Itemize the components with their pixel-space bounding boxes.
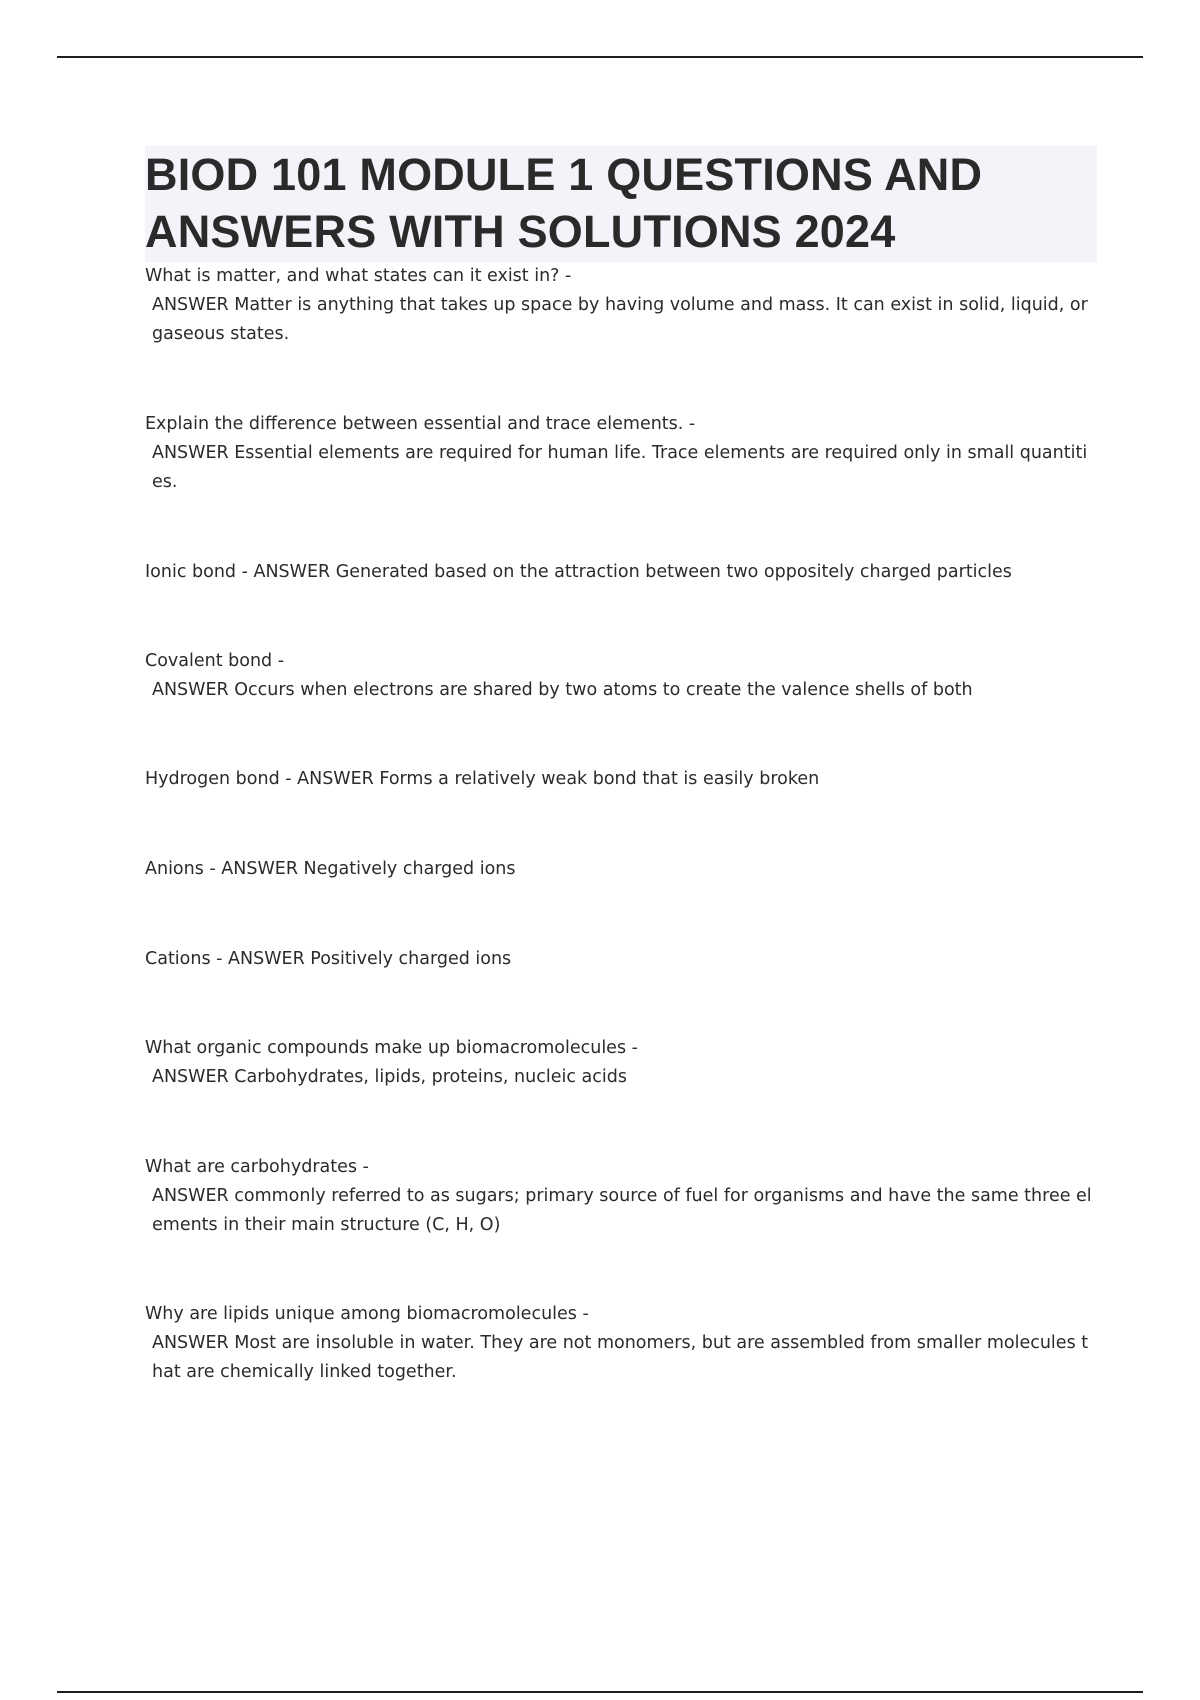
qa-item-6 <box>145 855 1095 884</box>
question-6: Anions - <box>145 859 222 879</box>
top-rule <box>57 56 1143 58</box>
qa-item-5 <box>145 765 1095 794</box>
answer-1: ANSWER Matter is anything that takes up space by having volume and mass. It can exist in solid, liquid, or gaseous states. <box>152 295 1088 344</box>
answer-10: ANSWER Most are insoluble in water. They are not monomers, but are assembled from smaller molecules that are chemically linked together. <box>152 1333 1089 1382</box>
qa-item-3 <box>145 558 1095 587</box>
qa-item-4 <box>145 647 1095 705</box>
question-9: What are carbohydrates - <box>145 1157 369 1177</box>
title-block <box>145 146 1097 262</box>
question-7: Cations - <box>145 949 229 969</box>
question-10: Why are lipids unique among biomacromolecules - <box>145 1304 589 1324</box>
question-4: Covalent bond - <box>145 651 285 671</box>
answer-5: ANSWER Forms a relatively weak bond that is easily broken <box>297 769 820 789</box>
question-1: What is matter, and what states can it exist in? - <box>145 266 572 286</box>
answer-7: ANSWER Positively charged ions <box>228 949 512 969</box>
qa-item-1 <box>145 262 1095 349</box>
qa-item-10 <box>145 1300 1095 1387</box>
question-2: Explain the difference between essential and trace elements. - <box>145 414 696 434</box>
document-title: BIOD 101 MODULE 1 QUESTIONS AND ANSWERS WITH SOLUTIONS 2024 <box>145 149 983 257</box>
qa-item-8 <box>145 1034 1095 1092</box>
answer-8: ANSWER Carbohydrates, lipids, proteins, nucleic acids <box>152 1067 627 1087</box>
answer-9: ANSWER commonly referred to as sugars; primary source of fuel for organisms and have the same three elements in their main structure (C, H, O) <box>152 1186 1092 1235</box>
answer-2: ANSWER Essential elements are required for human life. Trace elements are required only in small quantities. <box>152 443 1088 492</box>
answer-3: ANSWER Generated based on the attraction between two oppositely charged particles <box>253 562 1012 582</box>
qa-item-7 <box>145 945 1095 974</box>
bottom-rule <box>57 1691 1143 1693</box>
answer-4: ANSWER Occurs when electrons are shared by two atoms to create the valence shells of both <box>152 680 973 700</box>
answer-6: ANSWER Negatively charged ions <box>221 859 516 879</box>
document-body <box>145 146 1095 1387</box>
question-5: Hydrogen bond - <box>145 769 298 789</box>
qa-item-9 <box>145 1153 1095 1240</box>
qa-item-2 <box>145 410 1095 497</box>
question-3: Ionic bond - <box>145 562 254 582</box>
question-8: What organic compounds make up biomacromolecules - <box>145 1038 638 1058</box>
